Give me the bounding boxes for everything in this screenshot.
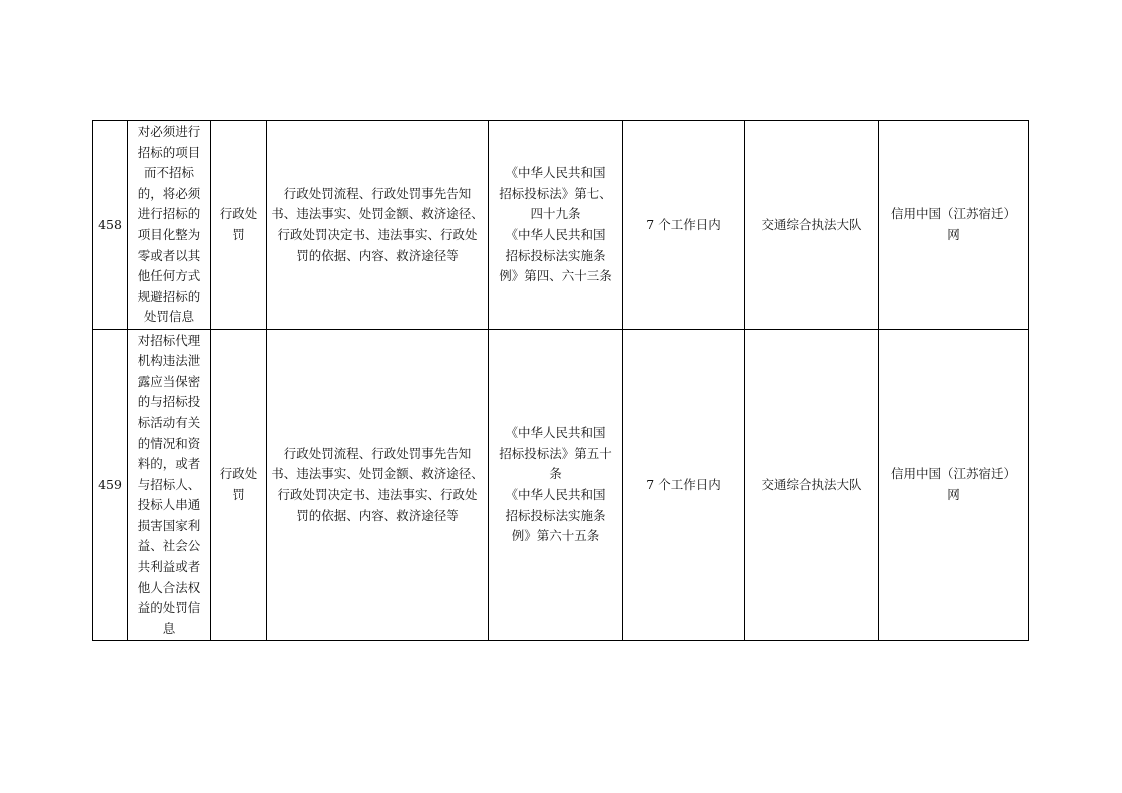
channel-cell: 信用中国（江苏宿迁） 网 xyxy=(879,330,1029,641)
disclosure-table xyxy=(92,120,1029,641)
category-cell: 行政处 罚 xyxy=(211,330,267,641)
category-cell: 行政处 罚 xyxy=(211,121,267,330)
department-cell: 交通综合执法大队 xyxy=(745,121,879,330)
item-cell: 对必须进行 招标的项目 而不招标 的，将必须 进行招标的 项目化整为 零或者以其 他任何方式 规避招标的 处罚信息 xyxy=(128,121,211,330)
row-number-cell: 459 xyxy=(93,330,128,641)
content-cell: 行政处罚流程、行政处罚事先告知 书、违法事实、处罚金额、救济途径、 行政处罚决定书、违法事实、行政处 罚的依据、内容、救济途径等 xyxy=(267,121,489,330)
channel-cell: 信用中国（江苏宿迁） 网 xyxy=(879,121,1029,330)
basis-cell: 《中华人民共和国 招标投标法》第七、 四十九条 《中华人民共和国 招标投标法实施条 例》第四、六十三条 xyxy=(489,121,623,330)
time-limit-cell: 7 个工作日内 xyxy=(623,330,745,641)
content-cell: 行政处罚流程、行政处罚事先告知 书、违法事实、处罚金额、救济途径、 行政处罚决定书、违法事实、行政处 罚的依据、内容、救济途径等 xyxy=(267,330,489,641)
basis-cell: 《中华人民共和国 招标投标法》第五十 条 《中华人民共和国 招标投标法实施条 例》第六十五条 xyxy=(489,330,623,641)
item-cell: 对招标代理 机构违法泄 露应当保密 的与招标投 标活动有关 的情况和资 料的，或者 与招标人、 投标人串通 损害国家利 益、社会公 共利益或者 他人合法权 益的处罚信 息 xyxy=(128,330,211,641)
time-limit-cell: 7 个工作日内 xyxy=(623,121,745,330)
department-cell: 交通综合执法大队 xyxy=(745,330,879,641)
row-number-cell: 458 xyxy=(93,121,128,330)
table-row xyxy=(93,330,1029,641)
table-row xyxy=(93,121,1029,330)
